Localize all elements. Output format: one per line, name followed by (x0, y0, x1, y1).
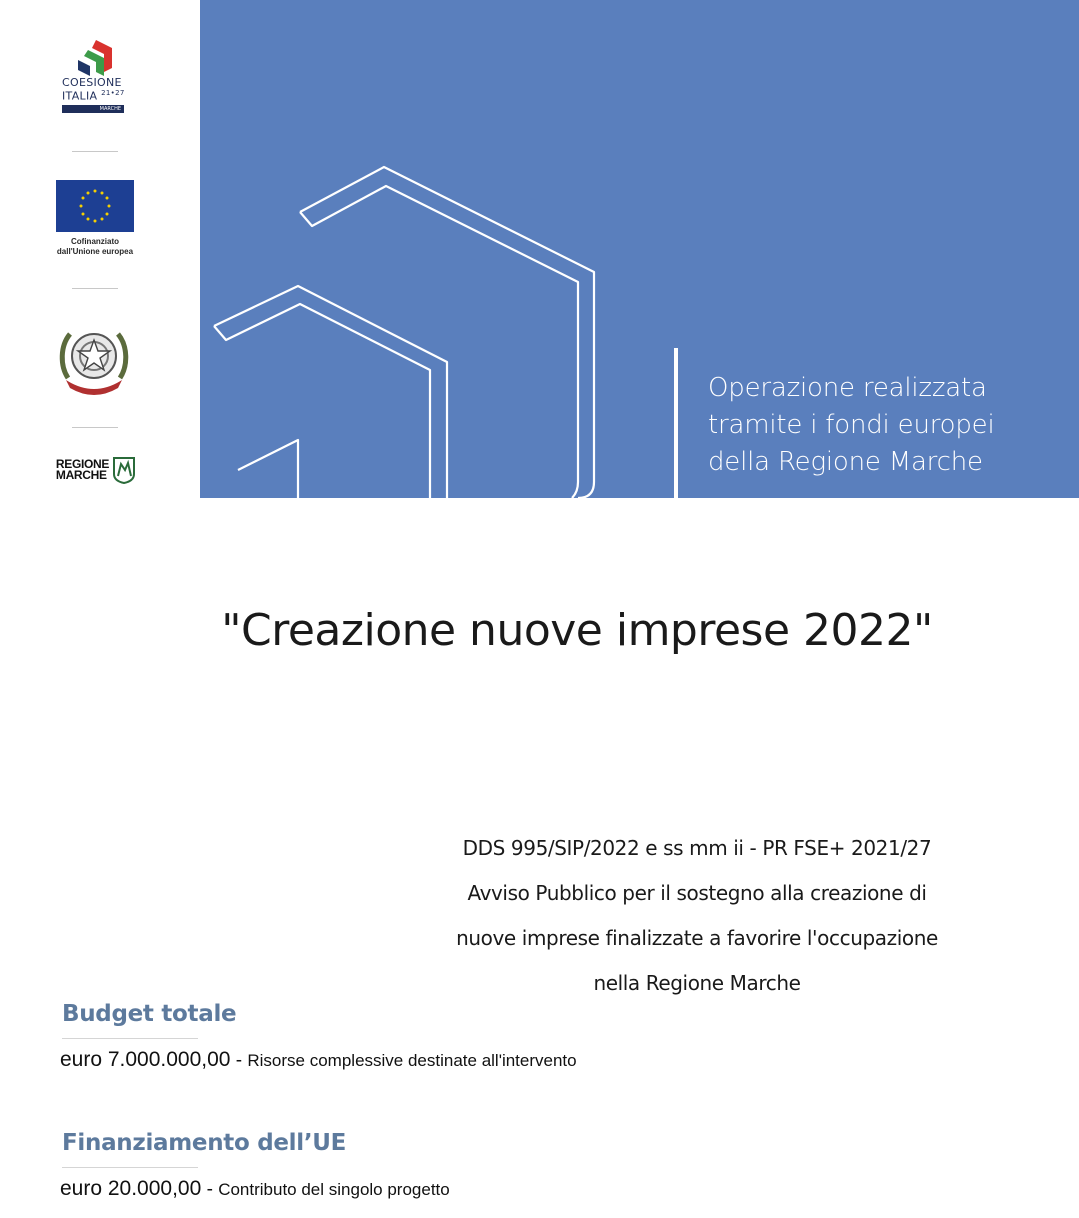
coesione-region: MARCHE (62, 105, 124, 113)
description-line: nuove imprese finalizzate a favorire l'occupazione (456, 926, 938, 950)
coesione-line2: ITALIA (62, 89, 98, 103)
funding-separator: - (201, 1179, 219, 1200)
description-line: nella Regione Marche (593, 971, 801, 995)
budget-heading: Budget totale (62, 1001, 237, 1027)
page-title: "Creazione nuove imprese 2022" (221, 605, 933, 656)
sidebar-divider (72, 427, 118, 428)
hero-caption (708, 370, 1068, 481)
coesione-line1: COESIONE (62, 76, 122, 89)
sidebar-divider (72, 288, 118, 289)
hero-caption-line: tramite i fondi europei (708, 410, 995, 440)
funding-amount: euro 20.000,00 (60, 1177, 202, 1200)
regione-line2: MARCHE (55, 468, 107, 482)
hero-accent-bar (674, 348, 678, 498)
coesione-years: 21•27 (101, 89, 125, 97)
notice-description (420, 826, 974, 1006)
regione-marche-logo (50, 456, 142, 484)
hero-caption-line: della Regione Marche (708, 447, 983, 477)
eu-caption-line1: Cofinanziato (71, 237, 119, 246)
description-line: DDS 995/SIP/2022 e ss mm ii - PR FSE+ 2021/27 (462, 836, 932, 860)
eu-caption-line2: dall'Unione europea (56, 247, 134, 256)
budget-line (60, 1048, 577, 1072)
regione-marche-shield-icon (112, 456, 136, 484)
hero-caption-line: Operazione realizzata (708, 373, 987, 403)
repubblica-italiana-emblem-icon (56, 318, 132, 400)
section-divider (62, 1038, 198, 1039)
funding-line (60, 1177, 450, 1201)
section-divider (62, 1167, 198, 1168)
budget-detail: Risorse complessive destinate all'intervento (247, 1051, 577, 1070)
funding-detail: Contributo del singolo progetto (218, 1180, 450, 1199)
description-line: Avviso Pubblico per il sostegno alla creazione di (467, 881, 927, 905)
regione-line1: REGIONE (55, 457, 110, 471)
eu-cofinanced-logo (48, 180, 142, 257)
hero-banner (200, 0, 1079, 498)
funding-heading: Finanziamento dell’UE (62, 1130, 347, 1156)
coesione-cube-icon (74, 38, 114, 78)
eu-flag-icon (56, 180, 134, 232)
budget-separator: - (230, 1050, 248, 1071)
budget-amount: euro 7.000.000,00 (60, 1048, 231, 1071)
sidebar-divider (72, 151, 118, 152)
coesione-italia-logo (58, 38, 130, 113)
